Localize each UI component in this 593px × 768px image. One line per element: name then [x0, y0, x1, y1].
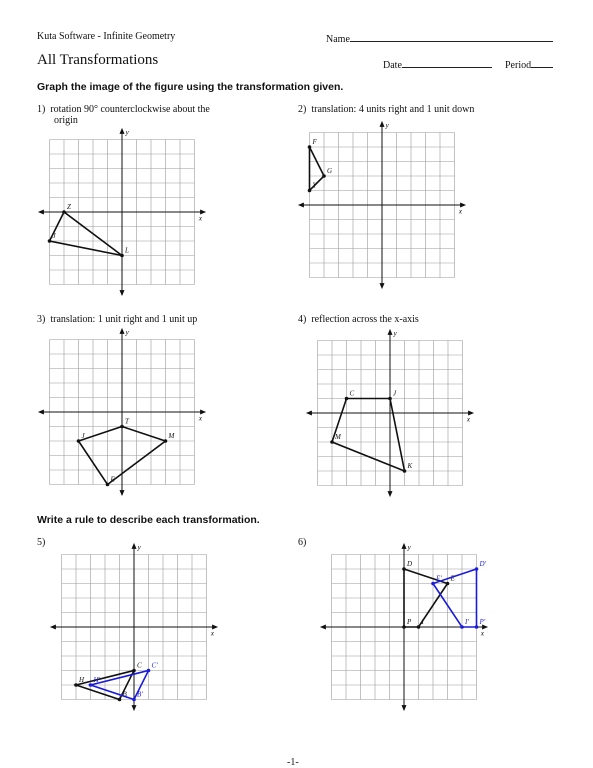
problem-4-number: 4) — [298, 314, 307, 325]
vertex-label: H — [79, 676, 85, 684]
section2-instructions: Write a rule to describe each transformation. — [37, 514, 260, 526]
x-axis-label: x — [466, 415, 470, 424]
vertex-label: E — [450, 574, 455, 583]
vertex-label: P — [407, 618, 412, 626]
section1-instructions: Graph the image of the figure using the transformation given. — [37, 81, 344, 93]
date-label: Date — [383, 60, 402, 71]
y-axis-label: y — [407, 543, 411, 552]
vertex-label: Z — [67, 203, 71, 211]
period-label: Period — [505, 60, 532, 71]
vertex-label: D — [407, 560, 413, 568]
x-axis-label: x — [198, 214, 202, 223]
software-name: Kuta Software - Infinite Geometry — [37, 31, 176, 42]
vertex-label: B' — [137, 690, 143, 699]
vertex-label: E' — [436, 574, 442, 583]
page-title: All Transformations — [37, 52, 159, 68]
y-axis-label: y — [125, 328, 129, 337]
vertex-label: L — [125, 246, 129, 255]
vertex-label: D' — [479, 560, 487, 568]
vertex-label: I — [421, 618, 424, 626]
vertex-point — [475, 567, 479, 571]
x-axis-label: x — [210, 629, 214, 638]
vertex-label: I' — [465, 618, 469, 626]
x-axis-label: x — [480, 629, 484, 638]
problem-2-text: translation: 4 units right and 1 unit down — [311, 104, 475, 115]
y-axis-label: y — [137, 543, 141, 552]
vertex-label: H' — [93, 676, 101, 684]
problem-6-number: 6) — [298, 537, 307, 548]
problem-1-text-cont: origin — [54, 115, 78, 126]
vertex-label: G — [327, 167, 333, 175]
vertex-point — [460, 625, 464, 629]
vertex-label: P' — [479, 618, 486, 626]
y-axis-arrow-down — [402, 705, 407, 711]
vertex-label: M — [168, 432, 175, 440]
problem-3-text: translation: 1 unit right and 1 unit up — [50, 314, 198, 325]
page-number: -1- — [287, 757, 299, 768]
x-axis-label: x — [198, 414, 202, 423]
vertex-point — [417, 625, 421, 629]
vertex-point — [402, 625, 406, 629]
vertex-point — [446, 582, 450, 586]
problem-1-text: rotation 90° counterclockwise about the — [50, 104, 210, 115]
problem-2-number: 2) — [298, 104, 307, 115]
vertex-point — [431, 582, 435, 586]
x-axis-label: x — [458, 207, 462, 216]
vertex-label: Y — [312, 181, 317, 190]
name-label: Name — [326, 34, 350, 45]
vertex-label: J — [81, 432, 85, 440]
y-axis-label: y — [385, 121, 389, 130]
vertex-label: J — [52, 232, 56, 240]
vertex-label: J — [393, 389, 397, 398]
y-axis-label: y — [125, 128, 129, 137]
problem-3-number: 3) — [37, 314, 46, 325]
vertex-label: E — [110, 475, 115, 484]
y-axis-label: y — [393, 329, 397, 338]
vertex-point — [475, 625, 479, 629]
vertex-label: C — [137, 661, 142, 670]
problem-5-number: 5) — [37, 537, 46, 548]
vertex-label: C' — [151, 661, 158, 670]
x-axis-arrow-left — [320, 625, 326, 630]
vertex-label: T — [125, 417, 129, 426]
vertex-label: F — [312, 138, 317, 146]
vertex-label: C — [349, 389, 355, 398]
vertex-label: B — [122, 690, 127, 699]
vertex-label: M — [335, 433, 341, 441]
problem-1-number: 1) — [37, 104, 46, 115]
problem-4-text: reflection across the x-axis — [311, 314, 419, 325]
y-axis-arrow-up — [402, 543, 407, 549]
vertex-label: K — [407, 462, 413, 470]
vertex-point — [402, 567, 406, 571]
